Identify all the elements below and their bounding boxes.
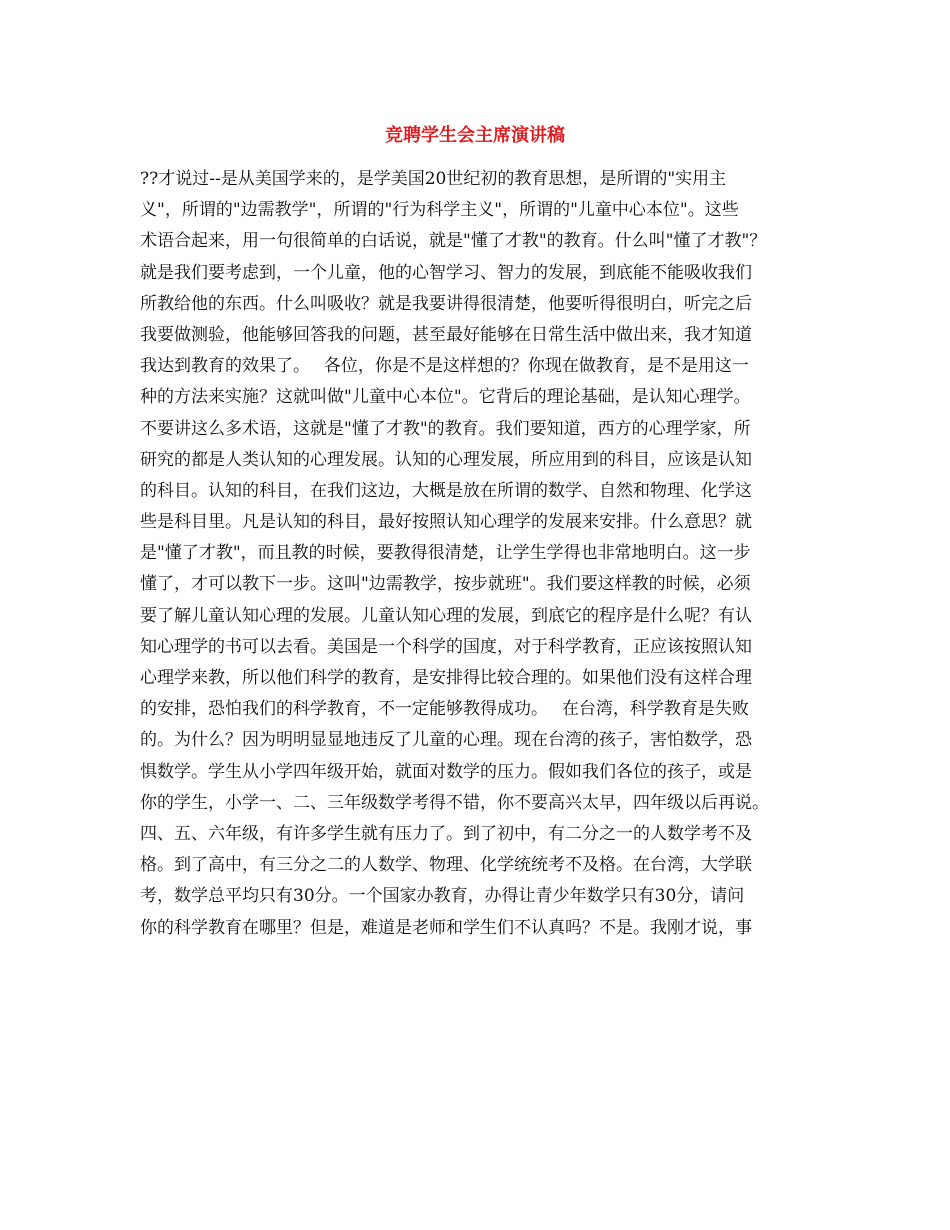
body-line: 术语合起来，用一句很简单的白话说，就是"懂了才教"的教育。什么叫"懂了才教"？ [140,231,767,252]
body-line: 我达到教育的效果了。 各位，你是不是这样想的？你现在做教育，是不是用这一 [140,356,749,377]
body-line: ??才说过--是从美国学来的，是学美国20世纪初的教育思想，是所谓的"实用主 [140,169,727,189]
body-line: 我要做测验，他能够回答我的问题，甚至最好能够在日常生活中做出来，我才知道 [140,324,752,345]
body-line: 的安排，恐怕我们的科学教育，不一定能够教得成功。 在台湾，科学教育是失败 [140,699,749,720]
body-line: 你的科学教育在哪里？但是，难道是老师和学生们不认真吗？不是。我刚才说，事 [140,917,752,938]
body-line: 惧数学。学生从小学四年级开始，就面对数学的压力。假如我们各位的孩子，或是 [140,761,752,782]
body-line: 四、五、六年级，有许多学生就有压力了。到了初中，有二分之一的人数学考不及 [140,823,752,844]
body-line: 就是我们要考虑到，一个儿童，他的心智学习、智力的发展，到底能不能吸收我们 [140,262,752,283]
document-title: 竞聘学生会主席演讲稿 [385,125,565,146]
body-line: 格。到了高中，有三分之二的人数学、物理、化学统统考不及格。在台湾，大学联 [140,855,752,876]
body-line: 所教给他的东西。什么叫吸收？就是我要讲得很清楚，他要听得很明白，听完之后 [140,293,752,314]
body-line: 研究的都是人类认知的心理发展。认知的心理发展，所应用到的科目，应该是认知 [140,449,752,470]
body-line: 些是科目里。凡是认知的科目，最好按照认知心理学的发展来安排。什么意思？就 [140,512,752,533]
body-line: 要了解儿童认知心理的发展。儿童认知心理的发展，到底它的程序是什么呢？有认 [140,605,752,626]
body-line: 的科目。认知的科目，在我们这边，大概是放在所谓的数学、自然和物理、化学这 [140,480,752,501]
document-body [140,164,840,944]
body-line: 不要讲这么多术语，这就是"懂了才教"的教育。我们要知道，西方的心理学家，所 [140,418,751,439]
body-line: 懂了，才可以教下一步。这叫"边需教学，按步就班"。我们要这样教的时候，必须 [140,574,751,595]
body-line: 是"懂了才教"，而且教的时候，要教得很清楚，让学生学得也非常地明白。这一步 [140,543,751,564]
body-line: 知心理学的书可以去看。美国是一个科学的国度，对于科学教育，正应该按照认知 [140,636,752,657]
body-line: 心理学来教，所以他们科学的教育，是安排得比较合理的。如果他们没有这样合理 [140,668,752,688]
body-line: 考，数学总平均只有30分。一个国家办教育，办得让青少年数学只有30分，请问 [140,886,745,907]
body-line: 义"，所谓的"边需教学"，所谓的"行为科学主义"，所谓的"儿童中心本位"。这些 [140,200,739,221]
body-line: 种的方法来实施？这就叫做"儿童中心本位"。它背后的理论基础，是认知心理学。 [140,387,751,408]
body-line: 的。为什么？因为明明显显地违反了儿童的心理。现在台湾的孩子，害怕数学，恐 [140,730,752,751]
body-line: 你的学生，小学一、二、三年级数学考得不错，你不要高兴太早，四年级以后再说。 [140,792,769,813]
